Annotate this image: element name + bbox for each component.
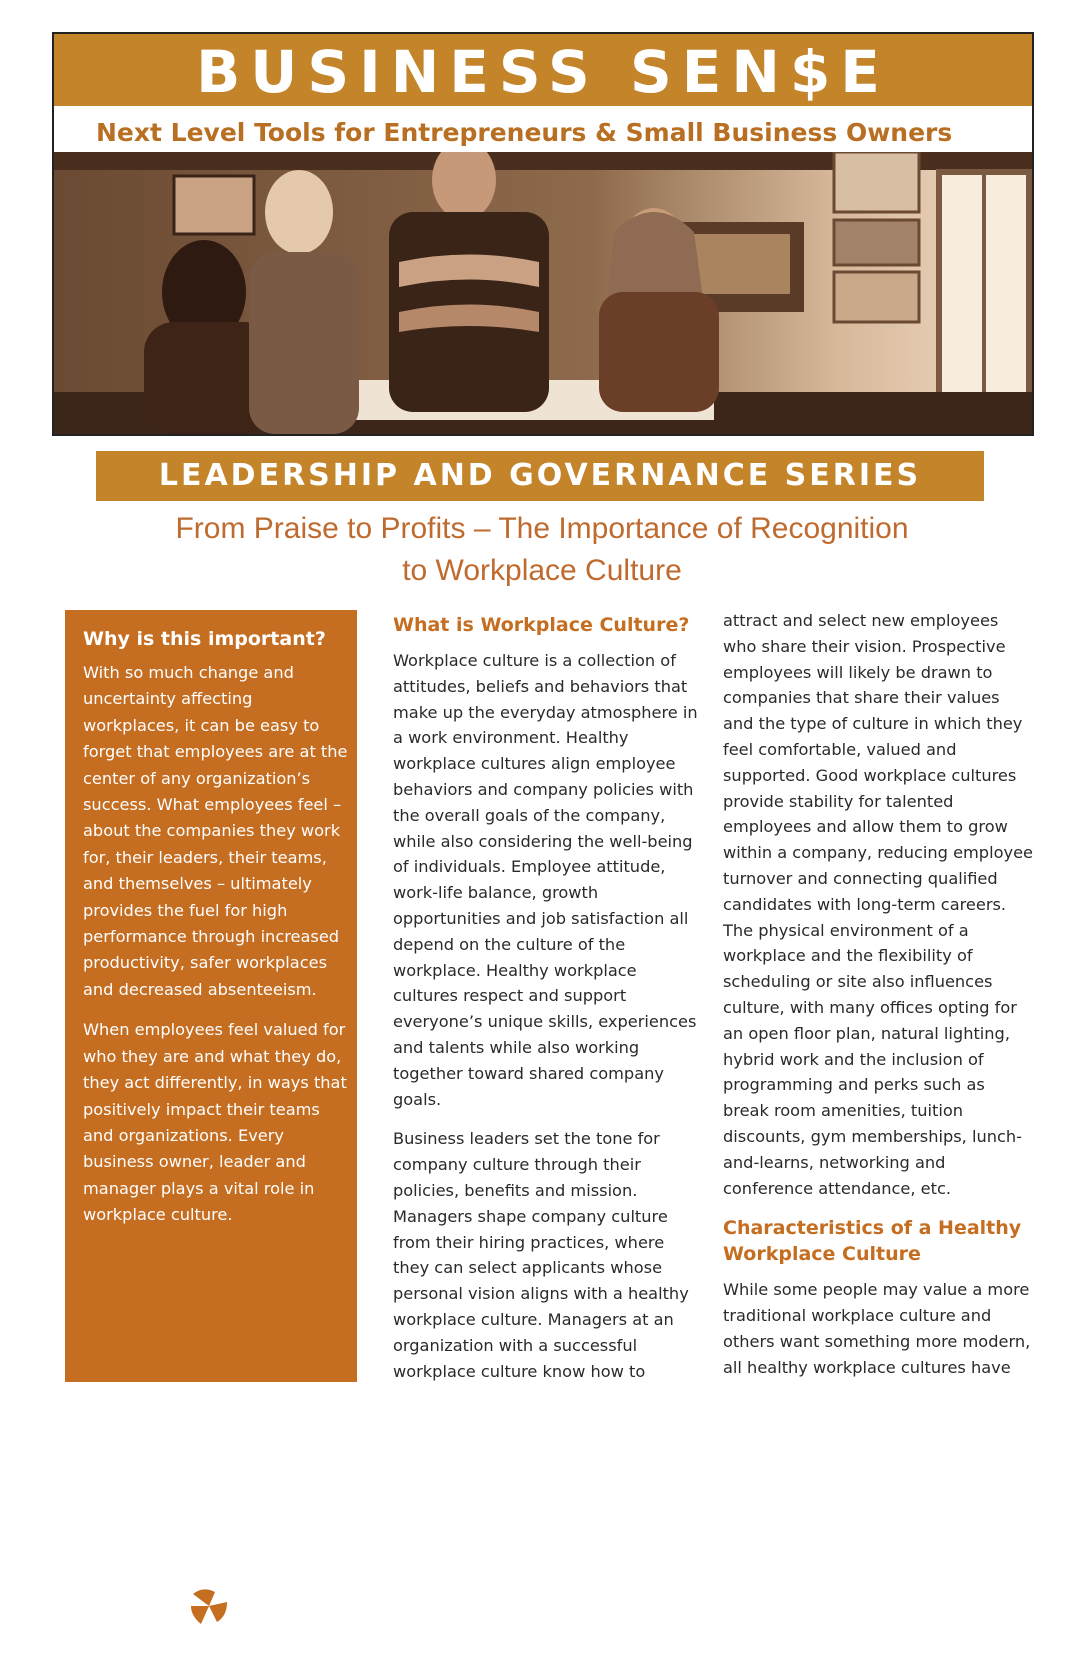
title-bar bbox=[54, 34, 1032, 106]
vsjf-swirl-icon bbox=[183, 1580, 235, 1632]
meeting-photo bbox=[54, 152, 1032, 434]
sidebar-body bbox=[83, 660, 351, 1243]
section-heading: Characteristics of a Healthy Workplace Culture bbox=[723, 1217, 1022, 1266]
headline-line-1: From Praise to Profits – The Importance of Recognition bbox=[175, 512, 909, 545]
sidebar-paragraph: When employees feel valued for who they are and what they do, they act differently, in ways that positively impact their teams and organizations. Every business owner, leader and manager plays a vital role in workplace culture. bbox=[83, 1020, 347, 1225]
series-banner bbox=[96, 451, 984, 501]
column-what-is-culture bbox=[393, 612, 698, 1398]
sidebar-heading: Why is this important? bbox=[83, 628, 326, 650]
series-title: LEADERSHIP AND GOVERNANCE SERIES bbox=[158, 458, 922, 493]
logo-text: Vermont Sustainable Jobs Fund bbox=[91, 1638, 331, 1654]
body-paragraph: While some people may value a more traditional workplace culture and others want something more modern, all healthy workplace cultures have bbox=[723, 1280, 1031, 1377]
publication-title: BUSINESS SEN$E bbox=[196, 38, 890, 106]
publication-subtitle: Next Level Tools for Entrepreneurs & Small Business Owners bbox=[96, 118, 953, 147]
sidebar-box bbox=[65, 610, 357, 1654]
body-paragraph: Business leaders set the tone for company culture through their policies, benefits and mission. Managers shape company culture from their hiring practices, where they can select applicants whose personal vision aligns with a healthy workplace culture. Managers at an organization with a successful workplace culture know how to bbox=[393, 1129, 689, 1381]
article-headline bbox=[100, 508, 984, 592]
masthead bbox=[52, 32, 1034, 436]
headline-line-2: to Workplace Culture bbox=[402, 554, 682, 587]
sidebar-paragraph: With so much change and uncertainty affecting workplaces, it can be easy to forget that employees are at the center of any organization’s success. What employees feel – about the companies they work for, their leaders, their teams, and themselves – ultimately provides the fuel for high performance through increased productivity, safer workplaces and decreased absenteeism. bbox=[83, 663, 348, 999]
body-paragraph: Workplace culture is a collection of attitudes, beliefs and behaviors that make up the everyday atmosphere in a work environment. Healthy workplace cultures align employee behaviors and company policies with the overall goals of the company, while also considering the well-being of individuals. Employee attitude, work-life balance, growth opportunities and job satisfaction all depend on the culture of the workplace. Healthy workplace cultures respect and support everyone’s unique skills, experiences and talents while also working together toward shared company goals. bbox=[393, 651, 698, 1109]
section-heading: What is Workplace Culture? bbox=[393, 614, 690, 636]
column-continued bbox=[723, 608, 1033, 1395]
body-paragraph: attract and select new employees who share their vision. Prospective employees will likely be drawn to companies that share their values and the type of culture in which they feel comfortable, valued and supported. Good workplace cultures provide stability for talented employees and allow them to grow within a company, reducing employee turnover and connecting qualified candidates with long-term careers. The physical environment of a workplace and the flexibility of scheduling or site also influences culture, with many offices opting for an open floor plan, natural lighting, hybrid work and the inclusion of programming and perks such as break room amenities, tuition discounts, gym memberships, lunch-and-learns, networking and conference attendance, etc. bbox=[723, 611, 1033, 1198]
